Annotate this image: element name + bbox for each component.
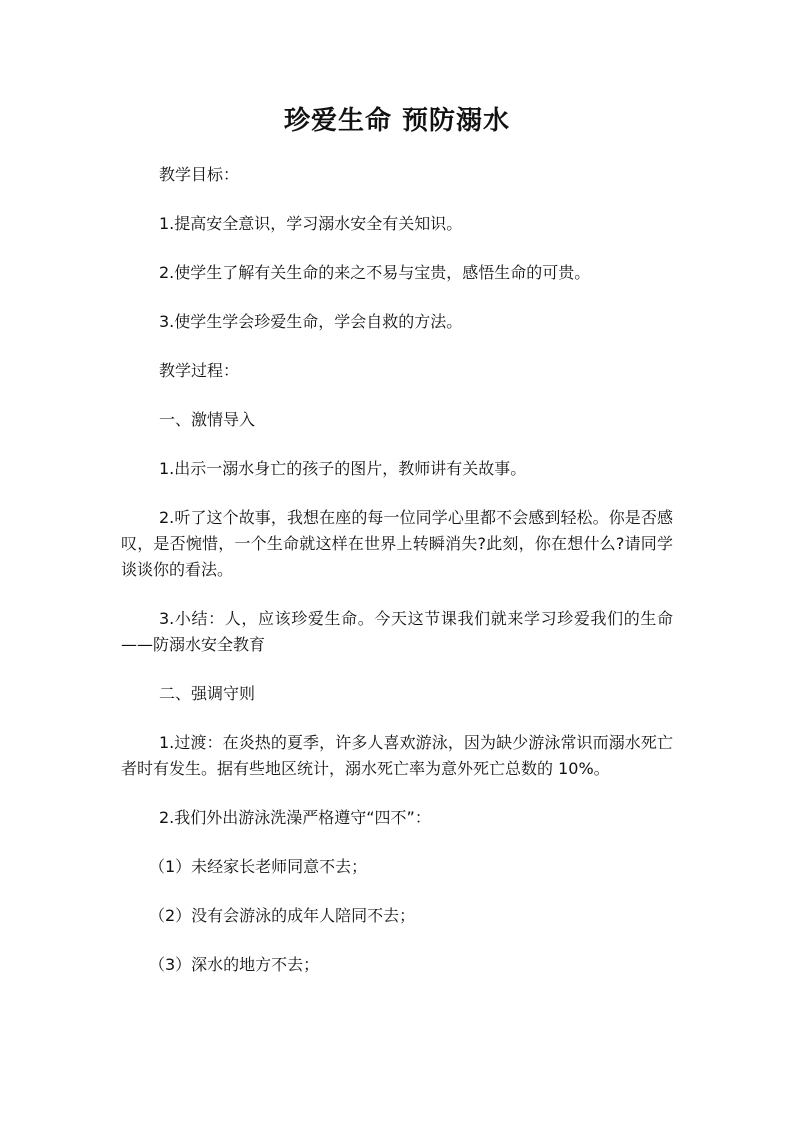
rule-item-1: （1）未经家长老师同意不去； — [149, 857, 368, 876]
rule-item-2: （2）没有会游泳的成年人陪同不去； — [149, 906, 416, 925]
rule-item-3: （3）深水的地方不去； — [149, 955, 320, 974]
paragraph-goal-1: 1.提高安全意识，学习溺水安全有关知识。 — [159, 214, 463, 233]
paragraph-goal-3: 3.使学生学会珍爱生命，学会自救的方法。 — [159, 312, 463, 331]
paragraph-intro-1: 1.出示一溺水身亡的孩子的图片，教师讲有关故事。 — [159, 459, 527, 478]
document-title: 珍爱生命 预防溺水 — [283, 106, 511, 136]
paragraph-rules-2: 2.我们外出游泳洗澡严格遵守“四不”： — [159, 808, 431, 827]
section-heading-rules: 二、强调守则 — [159, 684, 256, 703]
paragraph-teaching-goals-heading: 教学目标： — [159, 165, 240, 184]
document-body — [121, 162, 673, 1001]
section-heading-intro: 一、激情导入 — [159, 410, 256, 429]
paragraph-goal-2: 2.使学生了解有关生命的来之不易与宝贵，感悟生命的可贵。 — [159, 263, 591, 282]
paragraph-teaching-process-heading: 教学过程： — [159, 361, 240, 380]
paragraph-intro-3: 3.小结：人，应该珍爱生命。今天这节课我们就来学习珍爱我们的生命——防溺水安全教育 — [121, 609, 673, 654]
paragraph-intro-2: 2.听了这个故事，我想在座的每一位同学心里都不会感到轻松。你是否感叹，是否惋惜，一个生命就这样在世界上转瞬消失?此刻，你在想什么?请同学谈谈你的看法。 — [121, 508, 673, 579]
paragraph-rules-1: 1.过渡：在炎热的夏季，许多人喜欢游泳，因为缺少游泳常识而溺水死亡者时有发生。据有些地区统计，溺水死亡率为意外死亡总数的 10%。 — [121, 733, 673, 778]
